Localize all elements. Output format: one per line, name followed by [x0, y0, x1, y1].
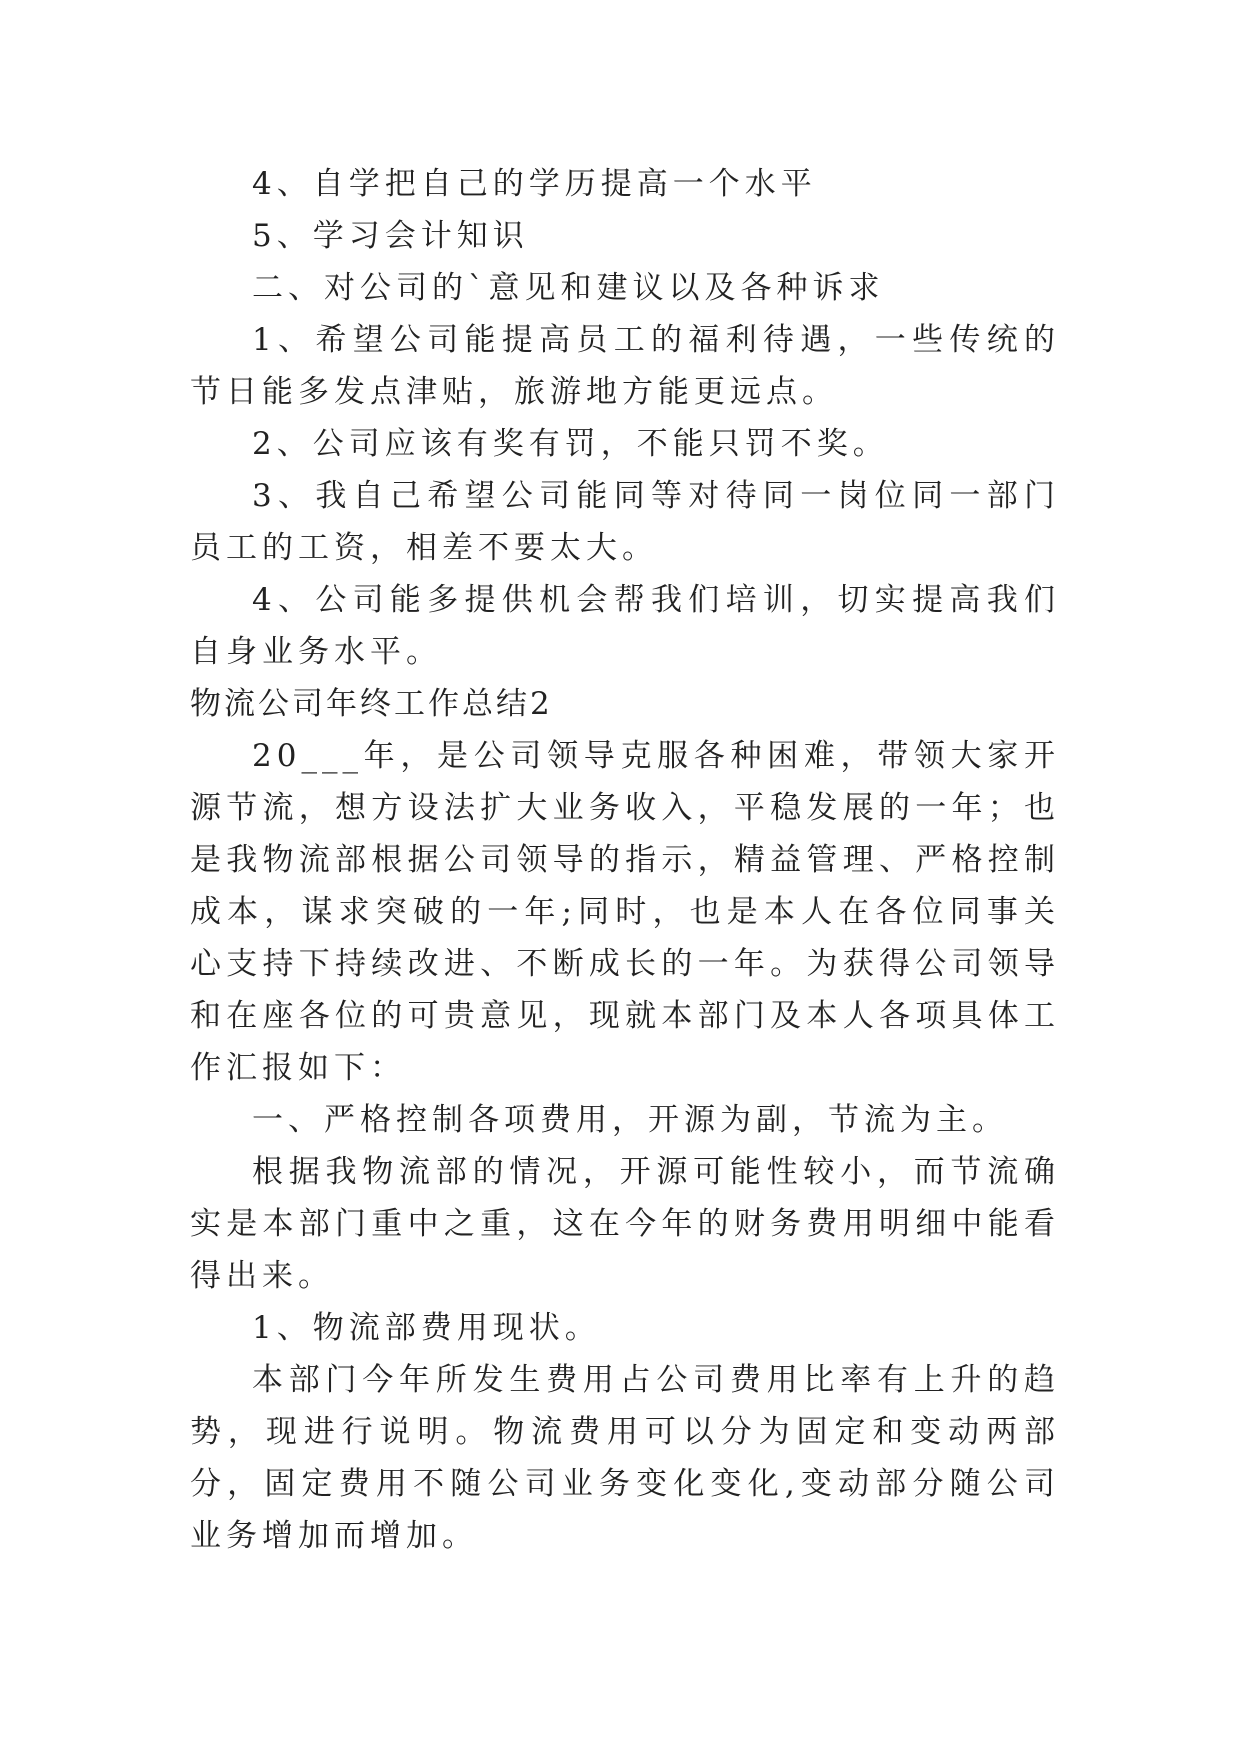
paragraph: 20___年，是公司领导克服各种困难，带领大家开源节流，想方设法扩大业务收入，平稳发展的一年；也是我物流部根据公司领导的指示，精益管理、严格控制成本，谋求突破的一年;同时，也是本人在各位同事关心支持下持续改进、不断成长的一年。为获得公司领导和在座各位的可贵意见，现就本部门及本人各项具体工作汇报如下：	[190, 738, 1060, 1086]
paragraph: 二、对公司的`意见和建议以及各种诉求	[252, 270, 885, 306]
paragraph: 2、公司应该有奖有罚，不能只罚不奖。	[252, 426, 889, 462]
paragraph: 5、学习会计知识	[252, 218, 529, 254]
paragraph: 本部门今年所发生费用占公司费用比率有上升的趋势，现进行说明。物流费用可以分为固定和变动两部分，固定费用不随公司业务变化变化,变动部分随公司业务增加而增加。	[190, 1362, 1060, 1554]
paragraph: 4、公司能多提供机会帮我们培训，切实提高我们自身业务水平。	[190, 582, 1060, 670]
section-title: 物流公司年终工作总结2	[190, 686, 553, 722]
paragraph: 1、物流部费用现状。	[252, 1310, 601, 1346]
document-body	[190, 158, 1060, 1562]
paragraph: 一、严格控制各项费用，开源为副，节流为主。	[252, 1102, 1008, 1138]
paragraph: 3、我自己希望公司能同等对待同一岗位同一部门员工的工资，相差不要太大。	[190, 478, 1060, 566]
paragraph: 1、希望公司能提高员工的福利待遇，一些传统的节日能多发点津贴，旅游地方能更远点。	[190, 322, 1060, 410]
paragraph: 根据我物流部的情况，开源可能性较小，而节流确实是本部门重中之重，这在今年的财务费用明细中能看得出来。	[190, 1154, 1060, 1294]
paragraph: 4、自学把自己的学历提高一个水平	[252, 166, 817, 202]
